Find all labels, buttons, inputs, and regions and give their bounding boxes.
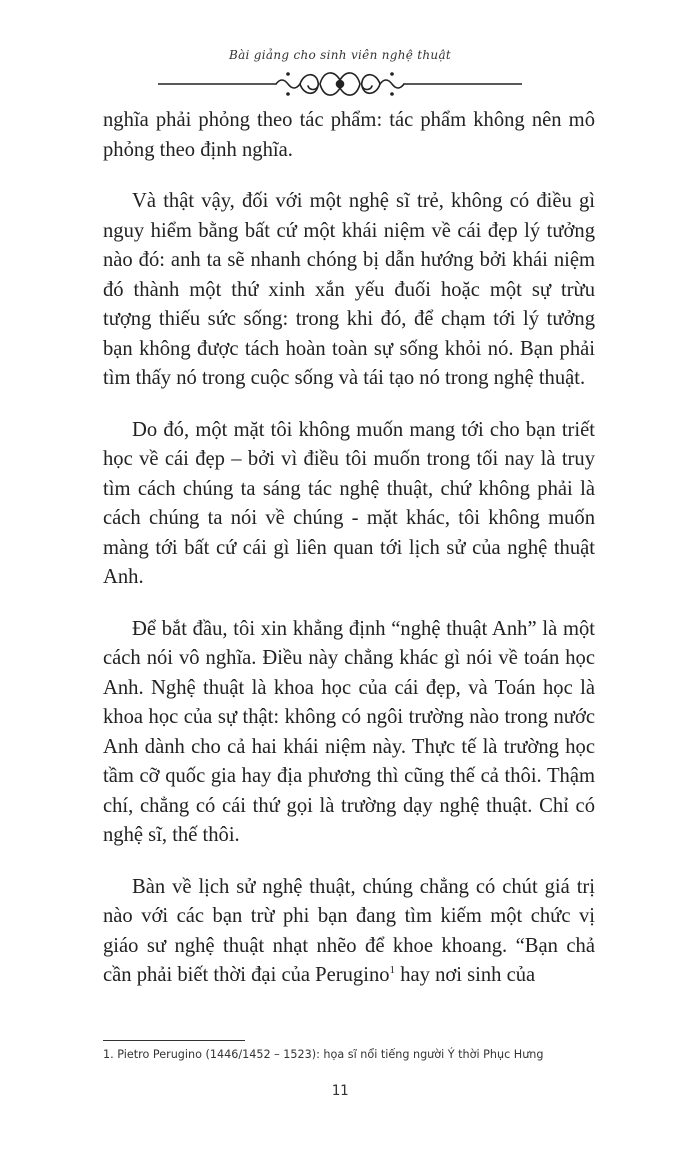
paragraph-text: Bàn về lịch sử nghệ thuật, chúng chẳng có chút giá trị nào với các bạn trừ phi bạn đang tìm kiếm một chức vị giáo sư nghệ thuật nhạt nhẽo để khoe khoang. “Bạn chả cần phải biết thời đại của Perugino bbox=[103, 875, 595, 986]
footnote-divider bbox=[103, 1040, 245, 1041]
paragraph-text: hay nơi sinh của bbox=[395, 964, 536, 986]
paragraph: nghĩa phải phỏng theo tác phẩm: tác phẩm không nên mô phỏng theo định nghĩa. bbox=[103, 109, 595, 161]
paragraph bbox=[103, 873, 595, 991]
page-number: 11 bbox=[331, 1083, 349, 1099]
flourish-divider-icon bbox=[158, 66, 522, 102]
running-header: Bài giảng cho sinh viên nghệ thuật bbox=[228, 48, 452, 62]
footnote-ref[interactable]: 1 bbox=[389, 964, 396, 977]
body-text bbox=[103, 106, 595, 1013]
paragraph: Và thật vậy, đối với một nghệ sĩ trẻ, không có điều gì nguy hiểm bằng bất cứ một khái niệm về cái đẹp lý tưởng nào đó: anh ta sẽ nhanh chóng bị dẫn hướng bởi khái niệm đó thành một thứ xinh xắn yếu đuối hoặc một sự trừu tượng thiếu sức sống: trong khi đó, để chạm tới lý tưởng bạn không được tách hoàn toàn sự sống khỏi nó. Bạn phải tìm thấy nó trong cuộc sống và tái tạo nó trong nghệ thuật. bbox=[103, 190, 595, 389]
paragraph: Do đó, một mặt tôi không muốn mang tới cho bạn triết học về cái đẹp – bởi vì điều tôi muốn trong tối nay là truy tìm cách chúng ta sáng tác nghệ thuật, chứ không phải là cách chúng ta nói về chúng - mặt khác, tôi không muốn màng tới bất cứ cái gì liên quan tới lịch sử của nghệ thuật Anh. bbox=[103, 418, 595, 588]
paragraph: Để bắt đầu, tôi xin khẳng định “nghệ thuật Anh” là một cách nói vô nghĩa. Điều này chẳng khác gì nói về toán học Anh. Nghệ thuật là khoa học của cái đẹp, và Toán học là khoa học của sự thật: không có ngôi trường nào trong nước Anh dành cho cả hai khái niệm này. Thực tế là trường học tầm cỡ quốc gia hay địa phương thì cũng thế cả thôi. Thậm chí, chẳng có cái thứ gọi là trường dạy nghệ thuật. Chỉ có nghệ sĩ, thế thôi. bbox=[103, 617, 595, 846]
footnote: 1. Pietro Perugino (1446/1452 – 1523): họa sĩ nổi tiếng người Ý thời Phục Hưng bbox=[103, 1048, 544, 1061]
